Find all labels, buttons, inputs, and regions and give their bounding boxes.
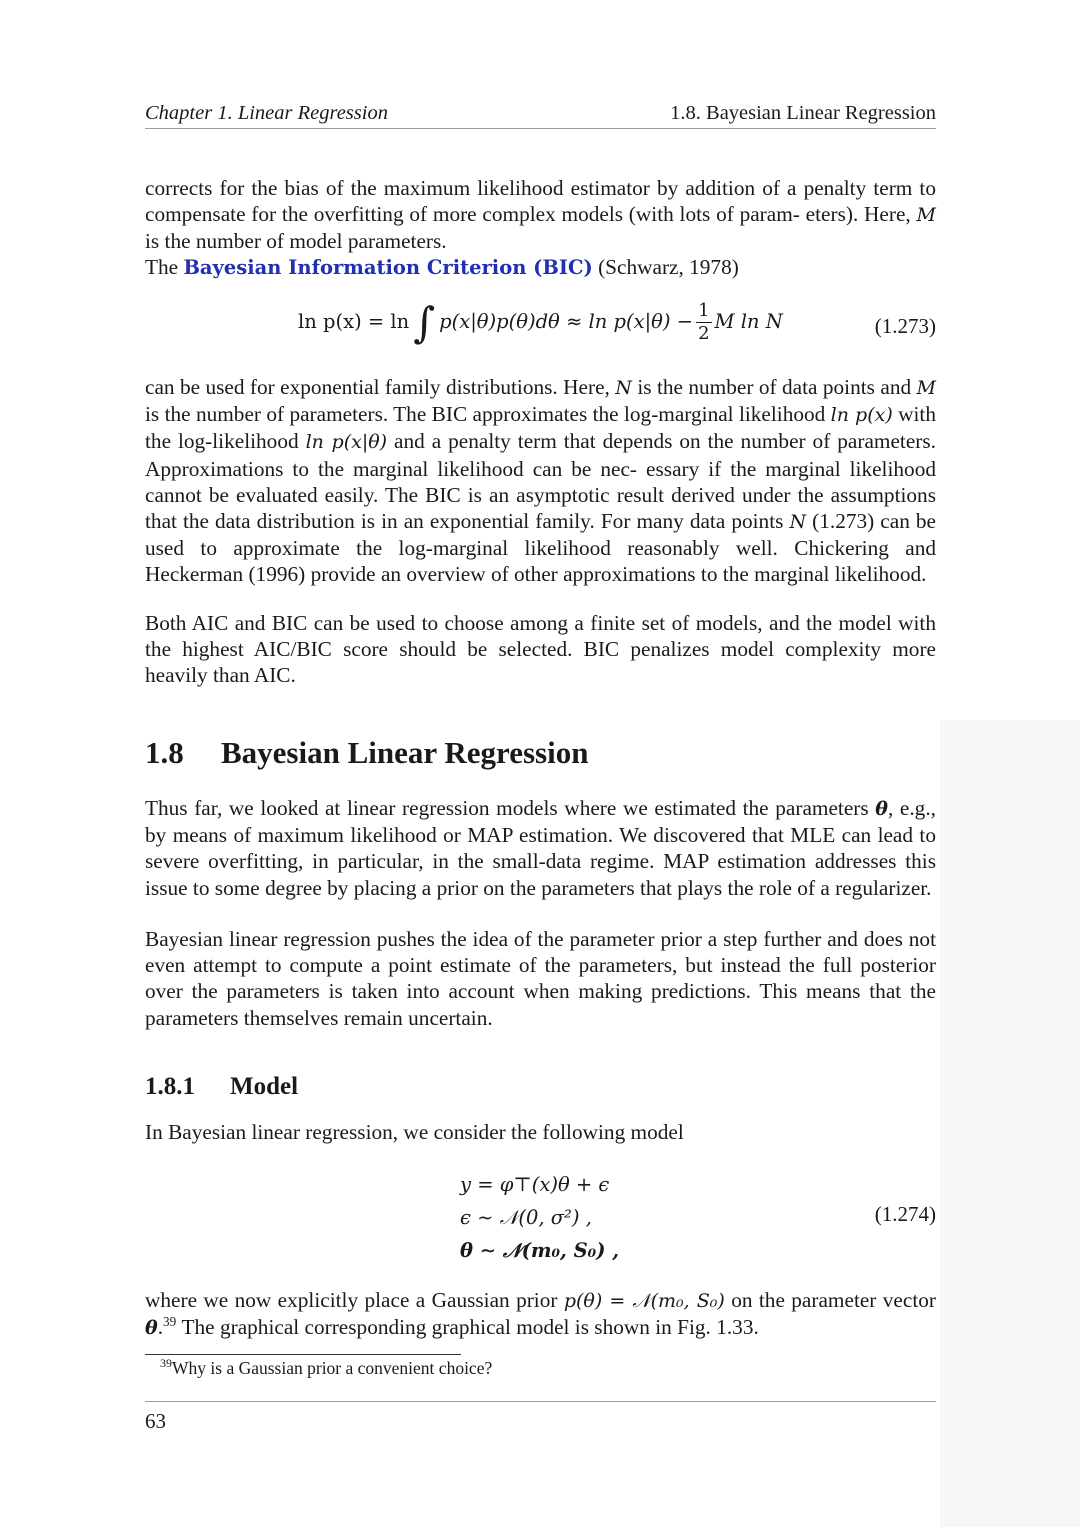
text-run: corrects for the bias of the maximum likelihood estimator by addition of a penalty term to compensate for the overfitting of more complex models (with lots of param- eters). Here, [145,176,936,227]
citation: (Schwarz, 1978) [592,255,739,279]
text-run: is the number of parameters. The BIC approximates the log-marginal likelihood [145,402,831,427]
page-number: 63 [145,1409,166,1433]
text-run: can be used for exponential family distributions. Here, [145,375,616,399]
text-run: and a penalty term that depends on the number of parameters. Approximations to the marginal likelihood can be nec- essary if the marginal likelihood cannot be evaluated easily. The BIC is an asymptotic result derived under the assumptions that the data distribution is in an exponential family. For many data points [145,429,936,534]
subsection-heading [145,1072,298,1102]
math-theta: θ [875,798,888,820]
text-run: . [157,1315,164,1340]
eq-line-3: θ ∼ 𝒩(m₀, S₀) , [460,1239,620,1262]
text-run: on the parameter vector [724,1288,936,1312]
paragraph-thus-far [145,795,936,901]
frac-denominator: 2 [698,323,710,344]
running-head-section: 1.8. Bayesian Linear Regression [670,102,936,124]
scan-shading [940,720,1080,1527]
footnote-mark: 39 [160,1356,172,1371]
running-head-chapter: Chapter 1. Linear Regression [145,102,388,124]
text-run: The graphical corresponding graphical model is shown in Fig. 1.33. [176,1315,759,1340]
text-run: where we now explicitly place a Gaussian prior [145,1288,564,1312]
frac-numerator: 1 [698,300,710,321]
math-expr: ln p(x|θ) [305,431,388,454]
paragraph-bic [145,374,936,588]
eq-tail: M ln N [714,310,783,333]
text-run: is the number of model parameters. [145,229,447,254]
section-title: Bayesian Linear Regression [221,735,589,770]
section-heading [145,734,588,772]
paragraph-model: In Bayesian linear regression, we consider the following model [145,1120,684,1144]
footer-rule [145,1401,936,1402]
footnote-rule [145,1354,461,1355]
eq-integrand: p(x|θ)p(θ)dθ ≈ ln p(x|θ) − [439,310,694,333]
text-run: with the log-likelihood [145,402,936,454]
integral-symbol: ∫ [413,297,436,347]
footnote-ref[interactable]: 39 [163,1314,177,1330]
paragraph-aic-bic: Both AIC and BIC can be used to choose among a finite set of models, and the model with the highest AIC/BIC score should be selected. BIC penalizes model complexity more heavily than AIC. [145,611,936,688]
subsection-title: Model [230,1073,299,1100]
equation-1273 [298,297,783,347]
text-run: (1.273) can be used to approximate the log-marginal likelihood reasonably well. Chickering and Heckerman (1996) provide an overview of other approximations to the marginal likelihood. [145,509,936,587]
equation-number-1274: (1.274) [874,1202,936,1226]
equation-number-1273: (1.273) [874,314,936,338]
text-run: , e.g., by means of maximum likelihood or MAP estimation. We discovered that MLE can lead to severe overfitting, in particular, in the small-data regime. MAP estimation addresses this issue to some degree by placing a prior on the parameters that plays the role of a regularizer. [145,796,936,900]
paragraph-blr: Bayesian linear regression pushes the idea of the parameter prior a step further and does not even attempt to compute a point estimate of the parameters, but instead the full posterior over the parameters is taken into account when making predictions. This means that the parameters themselves remain uncertain. [145,927,936,1030]
equation-1274 [460,1168,619,1267]
math-theta: θ [145,1317,158,1340]
paragraph-aic [145,175,936,255]
footnote-text: Why is a Gaussian prior a convenient choice? [172,1358,493,1378]
math-expr: p(θ) = 𝒩(m₀, S₀) [563,1290,725,1312]
footnote [160,1356,492,1380]
subsection-number: 1.8.1 [145,1073,195,1100]
text-run: is the number of data points and [631,375,917,399]
text-run: The [145,255,184,279]
text-run: Thus far, we looked at linear regression models where we estimated the parameters [145,796,876,820]
paragraph-where [145,1287,936,1341]
math-var: M [916,377,936,399]
running-head [145,100,936,129]
paragraph-bic-intro [145,254,936,281]
math-expr: ln p(x) [830,404,893,427]
section-number: 1.8 [145,735,184,770]
eq-line-1: y = φ⊤(x)θ + ϵ [460,1173,610,1196]
fraction [696,300,711,345]
math-var: M [916,204,936,227]
eq-line-2: ϵ ∼ 𝒩(0, σ²) , [460,1206,592,1229]
eq-lhs: ln p(x) = ln [298,310,410,333]
math-var: N [615,377,632,399]
bic-link[interactable]: Bayesian Information Criterion (BIC) [183,256,593,279]
math-var: N [789,511,807,534]
